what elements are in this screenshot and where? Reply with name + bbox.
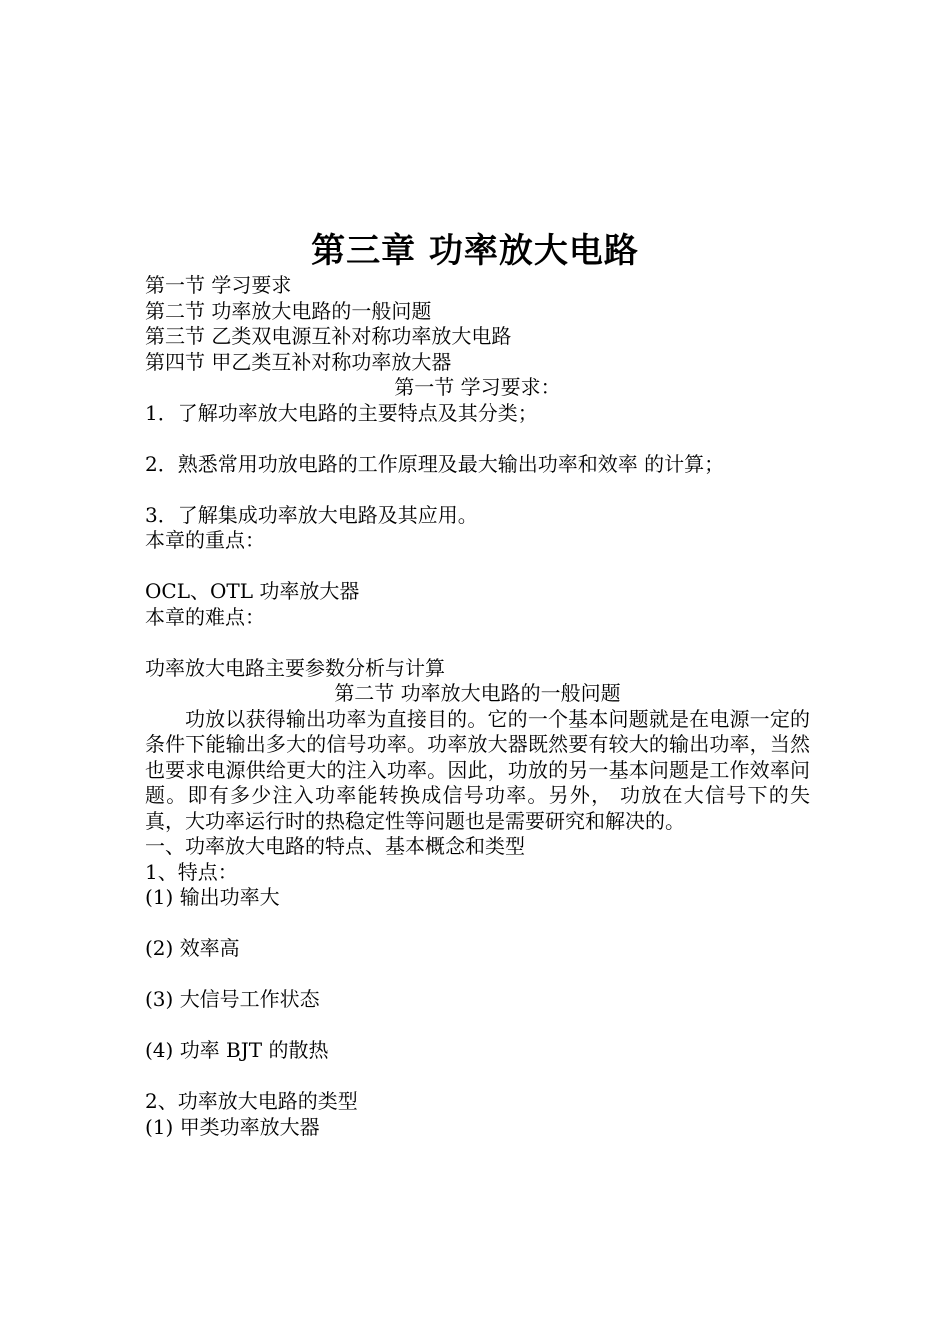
types-heading: 2、功率放大电路的类型 [145,1089,358,1113]
key-points-text: OCL、OTL 功率放大器 [145,579,360,603]
toc-item: 第一节 学习要求 [145,273,292,297]
section2-heading: 第二节 功率放大电路的一般问题 [334,681,621,705]
spacer [145,426,810,452]
type-item: (1) 甲类功率放大器 [145,1114,320,1139]
difficulty-text: 功率放大电路主要参数分析与计算 [145,655,445,680]
section1-heading: 第一节 学习要求： [394,375,561,399]
document-body [145,273,810,1140]
requirement-item: 2．熟悉常用功放电路的工作原理及最大输出功率和效率 的计算； [145,451,725,476]
feature-item: (1) 输出功率大 [145,885,280,909]
feature-item: (4) 功率 BJT 的散热 [145,1038,329,1062]
toc-item: 第二节 功率放大电路的一般问题 [145,298,432,323]
spacer [145,1013,810,1039]
spacer [145,1064,810,1090]
spacer [145,962,810,988]
features-heading: 1、特点： [145,859,238,884]
spacer [145,911,810,937]
toc-item: 第三节 乙类双电源互补对称功率放大电路 [145,324,512,348]
subsection-heading: 一、功率放大电路的特点、基本概念和类型 [145,834,525,858]
difficulty-label: 本章的难点： [145,604,265,629]
feature-item: (2) 效率高 [145,936,240,960]
spacer [145,554,810,580]
spacer [145,477,810,503]
key-points-label: 本章的重点： [145,528,265,552]
requirement-item: 3．了解集成功率放大电路及其应用。 [145,502,478,527]
feature-item: (3) 大信号工作状态 [145,987,320,1011]
toc-item: 第四节 甲乙类互补对称功率放大器 [145,349,452,374]
chapter-title: 第三章 功率放大电路 [311,231,639,271]
section2-paragraph: 功放以获得输出功率为直接目的。它的一个基本问题就是在电源一定的条件下能输出多大的信号功率。功率放大器既然要有较大的输出功率，当然也要求电源供给更大的注入功率。因此，功放的另一基本问题是工作效率问题。即有多少注入功率能转换成信号功率。另外， 功放在大信号下的失真，大功率运行时的热稳定性等问题也是需要研究和解决的。 [145,706,810,833]
spacer [145,630,810,656]
requirement-item: 1．了解功率放大电路的主要特点及其分类； [145,400,538,425]
